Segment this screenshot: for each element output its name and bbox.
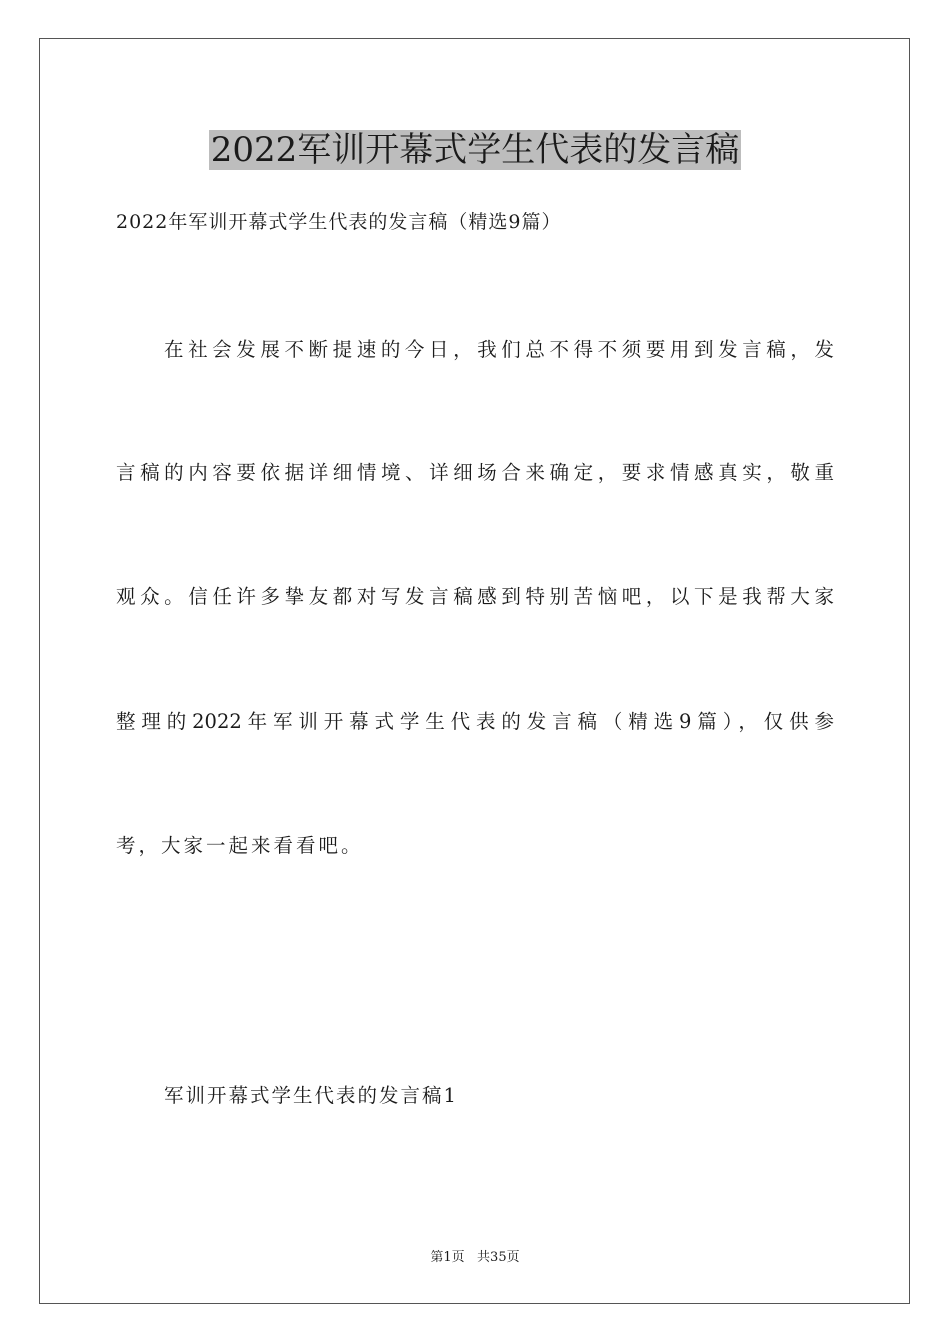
section-heading: 军训开幕式学生代表的发言稿1: [164, 1084, 458, 1107]
page-number-footer: 第1页 共35页: [430, 1250, 520, 1265]
intro-line-2: 言稿的内容要依据详细情境、详细场合来确定，要求情感真实，敬重: [116, 461, 834, 484]
document-subtitle: 2022年军训开幕式学生代表的发言稿（精选9篇）: [116, 211, 562, 233]
intro-line-4: 整理的2022年军训开幕式学生代表的发言稿（精选9篇），仅供参: [116, 710, 834, 733]
intro-line-5: 考，大家一起来看看吧。: [116, 834, 364, 857]
document-title: [0, 124, 950, 176]
intro-line-1: 在社会发展不断提速的今日，我们总不得不须要用到发言稿，发: [164, 338, 834, 361]
intro-line-3: 观众。信任许多挚友都对写发言稿感到特别苦恼吧，以下是我帮大家: [116, 585, 834, 608]
document-title-text: 2022军训开幕式学生代表的发言稿: [210, 130, 740, 170]
